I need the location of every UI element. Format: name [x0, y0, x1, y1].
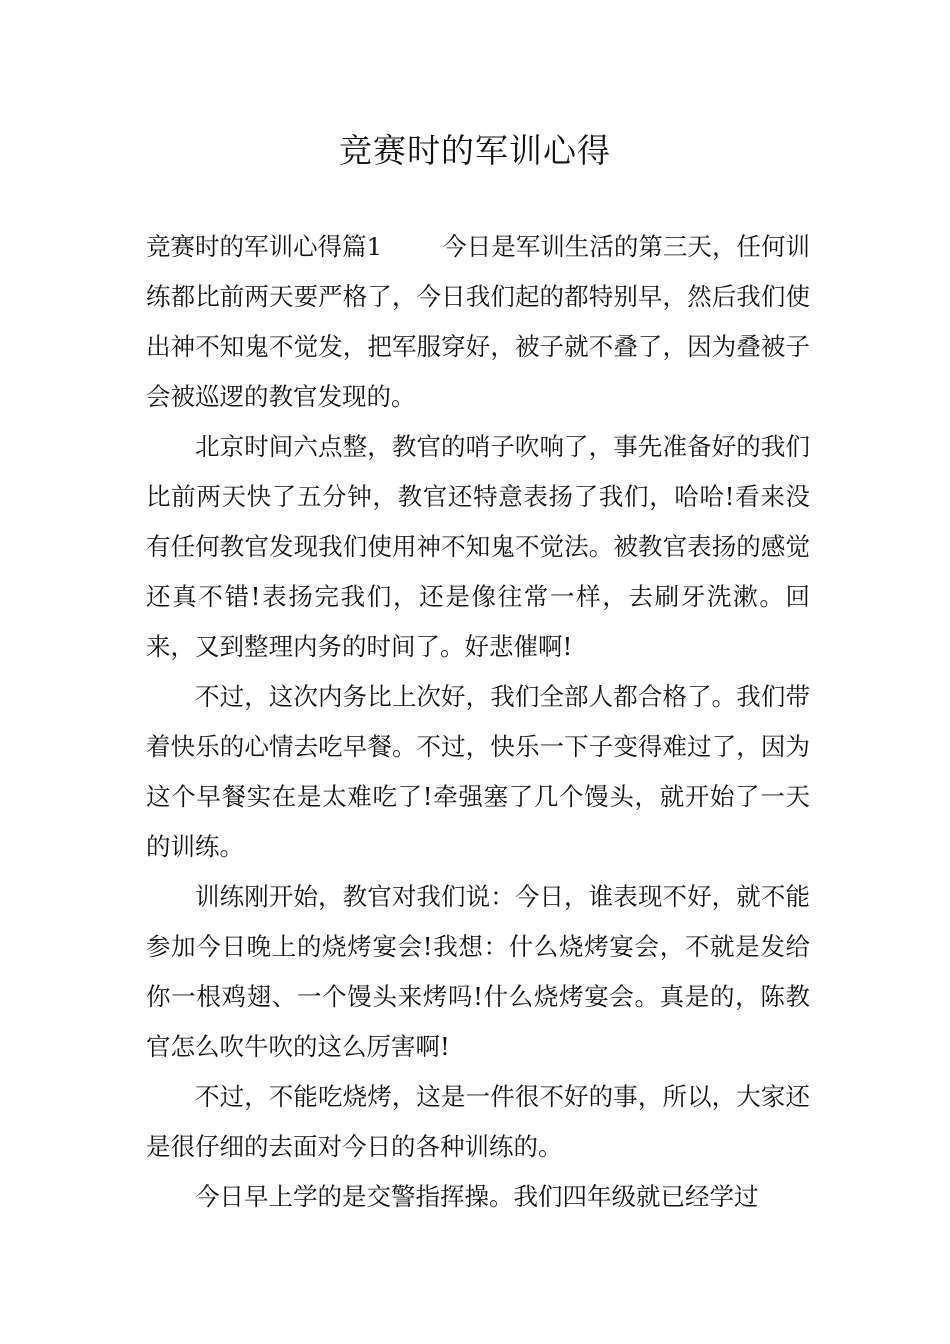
paragraph: 北京时间六点整，教官的哨子吹响了，事先准备好的我们比前两天快了五分钟，教官还特意表扬了我们，哈哈!看来没有任何教官发现我们使用神不知鬼不觉法。被教官表扬的感觉还真不错!表扬完我们，还是像往常一样，去刷牙洗漱。回来，又到整理内务的时间了。好悲催啊! — [146, 432, 810, 661]
paragraph: 训练刚开始，教官对我们说：今日，谁表现不好，就不能参加今日晚上的烧烤宴会!我想：什么烧烤宴会，不就是发给你一根鸡翅、一个馒头来烤吗!什么烧烤宴会。真是的，陈教官怎么吹牛吹的这么厉害啊! — [146, 882, 810, 1061]
section-heading: 竞赛时的军训心得篇1 — [146, 232, 383, 261]
document-title: 竞赛时的军训心得 — [339, 131, 611, 170]
paragraph-text: 今日是军训生活的第三天，任何训练都比前两天要严格了，今日我们起的都特别早，然后我们使出神不知鬼不觉发，把军服穿好，被子就不叠了，因为叠被子会被巡逻的教官发现的。 — [146, 232, 811, 411]
paragraph: 不过，不能吃烧烤，这是一件很不好的事，所以，大家还是很仔细的去面对今日的各种训练的。 — [146, 1082, 810, 1161]
paragraph: 不过，这次内务比上次好，我们全部人都合格了。我们带着快乐的心情去吃早餐。不过，快乐一下子变得难过了，因为这个早餐实在是太难吃了!牵强塞了几个馒头，就开始了一天的训练。 — [146, 682, 810, 861]
intro-paragraph — [146, 222, 810, 422]
paragraph: 今日早上学的是交警指挥操。我们四年级就已经学过 — [195, 1182, 759, 1211]
document-body — [146, 222, 810, 1222]
